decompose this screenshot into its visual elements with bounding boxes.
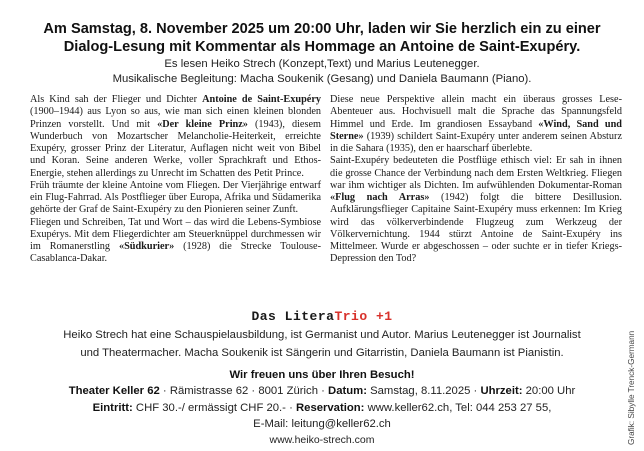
- time-value: 20:00 Uhr: [522, 385, 576, 397]
- graphic-credit: Grafik: Sibylle Trenck-Germann: [627, 330, 636, 445]
- book-title: «Der kleine Prinz»: [157, 118, 248, 130]
- text-run: (1900–1944) aus Lyon so aus, wie man sich einen kleinen blonden Prinzen vorstellt. Und mit: [30, 106, 321, 130]
- ensemble-title: [0, 309, 644, 324]
- article-column-left: [30, 94, 321, 266]
- date-value: Samstag, 8.11.2025 ·: [366, 385, 481, 397]
- price-label: Eintritt:: [92, 402, 133, 414]
- text-run: Diese neue Perspektive allein macht ein überaus grosses Lese-Abenteuer aus. Hochvisuell malt die Sprache das Spannungsfeld Himmel und Erde. Im grandiosen Essayband: [330, 94, 622, 130]
- text-run: Fliegen und Schreiben, Tat und Wort – das wird die Lebens-Symbiose Exupérys. Mit dem Fliegerdichter am Steuerknüppel durchmessen wir im Romanerstling: [30, 216, 321, 252]
- text-run: (1928) die Strecke Toulouse-Casablanca-Dakar.: [30, 241, 321, 265]
- reservation-value: www.keller62.ch, Tel: 044 253 27 55,: [364, 402, 552, 414]
- ensemble-title-part-1: Das Litera: [251, 309, 335, 324]
- article-column-right: [330, 94, 622, 266]
- article-paragraph: [330, 94, 622, 155]
- welcome-line: Wir freuen uns über Ihren Besuch!: [229, 369, 415, 381]
- book-title: «Südkurier»: [118, 241, 175, 252]
- ensemble-title-part-2: Trio +1: [334, 309, 393, 324]
- book-title: «Wind, Sand und Sterne»: [330, 118, 622, 142]
- time-label: Uhrzeit:: [480, 385, 523, 397]
- email-line: E-Mail: leitung@keller62.ch: [253, 418, 391, 430]
- venue-address: · Rämistrasse 62 · 8001 Zürich ·: [159, 385, 329, 397]
- text-run: Saint-Exupéry bedeuteten die Postflüge ethisch viel: Er sah in ihnen die grosse Chance der Verbindung nach dem Ersten Weltkrieg. Fliegen war ihm wichtiger als Dichten. Im aufwühlenden Dokumentar-Roman: [330, 155, 622, 191]
- text-run: (1942) folgt die bittere Desillusion. Aufklärungsflieger Capitaine Saint-Exupéry muss erkennen: Im Krieg wird das völkerverbindende Flugzeug zum Werkzeug der Völkervernichtung. 1944 stürzt Antoine de Saint-Exupéry ins Mittelmeer. Wurde er abgeschossen – oder suchte er in tiefer Kriegs-Depression den Tod?: [330, 192, 622, 265]
- reservation-label: Reservation:: [296, 402, 365, 414]
- text-run: (1939) schildert Saint-Exupéry unter anderem seinen Absturz in die Sahara (1935), den er haarscharf überlebte.: [330, 130, 622, 154]
- date-label: Datum:: [328, 385, 367, 397]
- price-value: CHF 30.-/ ermässigt CHF 20.- ·: [132, 402, 296, 414]
- bio-line-1: Heiko Strech hat eine Schauspielausbildung, ist Germanist und Autor. Marius Leutenegger ist Journalist: [63, 329, 581, 341]
- text-run: (1943), diesem Wunderbuch von Mozartscher Melancholie-Heiterkeit, erreichte Exupéry, grosser Prinz der Literatur, Auflagen nicht weit von Bibel und Koran. Seine anderen Werke, voller Sprachkraft und Ethos-Energie, stehen allerdings zu Unrecht im Schatten des Petit Prince.: [30, 118, 321, 179]
- text-run: Als Kind sah der Flieger und Dichter: [30, 94, 203, 105]
- venue-name: Theater Keller 62: [68, 385, 160, 397]
- music-line: Musikalische Begleitung: Macha Soukenik (Gesang) und Daniela Baumann (Piano).: [112, 73, 532, 85]
- article-paragraph: [30, 217, 321, 266]
- article-paragraph: [330, 155, 622, 265]
- headline-line-1: Am Samstag, 8. November 2025 um 20:00 Uhr, laden wir Sie herzlich ein zu einer: [43, 21, 601, 37]
- bio-line-2: und Theatermacher. Macha Soukenik ist Sängerin und Gitarristin, Daniela Baumann ist Pianistin.: [80, 347, 564, 359]
- article-paragraph: Früh träumte der kleine Antoine vom Fliegen. Der Vierjährige entwarf ein Flug-Fahrrad. Als Postflieger über Europa, Afrika und Südamerika gehörte der Graf de Saint-Exupéry zu den Pionieren seiner Zunft.: [30, 179, 321, 216]
- book-title: «Flug nach Arras»: [330, 192, 430, 203]
- venue-date-line: [0, 385, 644, 397]
- author-name: Antoine de Saint-Exupéry: [202, 94, 321, 105]
- website-line: www.heiko-strech.com: [269, 434, 375, 446]
- readers-line: Es lesen Heiko Strech (Konzept,Text) und Marius Leutenegger.: [164, 58, 480, 70]
- headline-line-2: Dialog-Lesung mit Kommentar als Hommage an Antoine de Saint-Exupéry.: [63, 39, 581, 55]
- price-reservation-line: [0, 402, 644, 414]
- article-paragraph: [30, 94, 321, 180]
